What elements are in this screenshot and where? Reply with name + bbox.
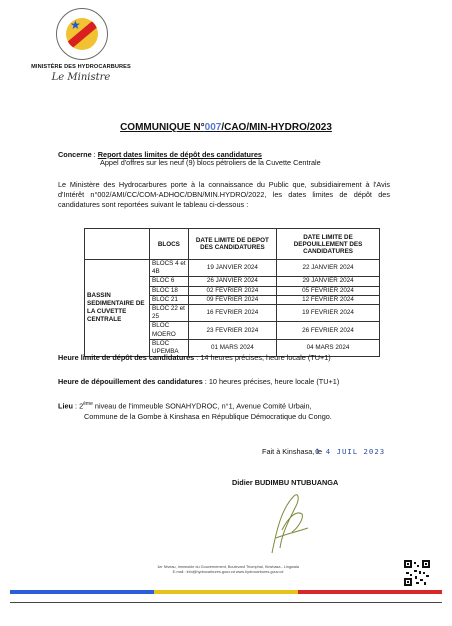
qr-code — [404, 560, 430, 586]
depot-cell: 02 FEVRIER 2024 — [188, 286, 276, 295]
concerne-line: Concerne : Report dates limites de dépôt des candidatures — [58, 150, 262, 159]
header-blocs: BLOCS — [150, 229, 189, 260]
footer-address: 1er Niveau, Immeuble du Gouvernement, Boulevard Triomphal, Kinshasa - Lingwala — [157, 565, 299, 569]
depouillement-cell: 26 FEVRIER 2024 — [277, 322, 380, 339]
intro-paragraph: Le Ministère des Hydrocarbures porte à la connaissance du Public que, subsidiairement à l'Avis d'Intérêt n°002/AMI/CC/COM-ADHOC/DBN/MIN.HYDRO/2022, les dates limites de dépôt des candidatures sont reportées suivant le tableau ci-dessous : — [58, 180, 390, 209]
empty-header-cell — [85, 229, 150, 260]
bloc-cell: BLOC MOERO — [150, 322, 189, 339]
depot-cell: 09 FEVRIER 2024 — [188, 295, 276, 304]
header-depouillement: DATE LIMITE DE DEPOUILLEMENT DES CANDIDATURES — [277, 229, 380, 260]
depot-cell: 23 FEVRIER 2024 — [188, 322, 276, 339]
depouillement-cell: 29 JANVIER 2024 — [277, 277, 380, 286]
signature-mark — [252, 488, 322, 558]
depot-cell: 16 FEVRIER 2024 — [188, 305, 276, 322]
table-header-row — [85, 229, 380, 260]
deposit-deadline-line: Heure limite de dépôt des candidatures : 14 heures précises, heure locale (TU+1) — [58, 353, 331, 362]
table-row — [85, 260, 380, 277]
depouillement-cell: 22 JANVIER 2024 — [277, 260, 380, 277]
opening-time-line: Heure de dépouillement des candidatures : 10 heures précises, heure locale (TU+1) — [58, 377, 340, 386]
location-line: Lieu : 2ème niveau de l'immeuble SONAHYDROC, n°1, Avenue Comité Urbain, — [58, 401, 312, 411]
bloc-cell: BLOC 18 — [150, 286, 189, 295]
flag-color-band — [10, 590, 442, 594]
ministry-seal: ★ — [56, 8, 108, 60]
bloc-cell: BLOC 22 et 25 — [150, 305, 189, 322]
ministry-name: MINISTÈRE DES HYDROCARBURES — [31, 64, 131, 70]
depot-cell: 26 JANVIER 2024 — [188, 277, 276, 286]
schedule-table — [84, 228, 380, 357]
signer-name: Didier BUDIMBU NTUBUANGA — [232, 478, 339, 487]
bloc-cell: BLOC UPEMBA — [150, 339, 189, 356]
depouillement-cell: 04 MARS 2024 — [277, 339, 380, 356]
basin-cell: BASSIN SEDIMENTAIRE DE LA CUVETTE CENTRALE — [85, 260, 150, 357]
band-yellow — [154, 590, 298, 594]
concerne-subline: Appel d'offres sur les neuf (9) blocs pétroliers de la Cuvette Centrale — [100, 158, 321, 167]
bloc-cell: BLOCS 4 et 4B — [150, 260, 189, 277]
depouillement-cell: 12 FEVRIER 2024 — [277, 295, 380, 304]
bloc-cell: BLOC 21 — [150, 295, 189, 304]
band-blue — [10, 590, 154, 594]
bloc-cell: BLOC 6 — [150, 277, 189, 286]
bottom-rule — [10, 602, 442, 603]
footer-contact: E-mail : info@hydrocarbures.gouv.cd www.hydrocarbures.gouv.cd — [172, 570, 284, 574]
header-depot: DATE LIMITE DE DEPOT DES CANDIDATURES — [188, 229, 276, 260]
location-line-2: Commune de la Gombe à Kinshasa en République Démocratique du Congo. — [84, 412, 332, 421]
band-red — [298, 590, 442, 594]
communique-title: COMMUNIQUE N°007/CAO/MIN-HYDRO/2023 — [120, 122, 332, 133]
depot-cell: 19 JANVIER 2024 — [188, 260, 276, 277]
depouillement-cell: 05 FEVRIER 2024 — [277, 286, 380, 295]
place-date-label: Fait à Kinshasa, le — [262, 447, 323, 456]
minister-label: Le Ministre — [51, 72, 111, 83]
depouillement-cell: 19 FEVRIER 2024 — [277, 305, 380, 322]
depot-cell: 01 MARS 2024 — [188, 339, 276, 356]
date-stamp: 0 4 JUIL 2023 — [315, 447, 386, 456]
